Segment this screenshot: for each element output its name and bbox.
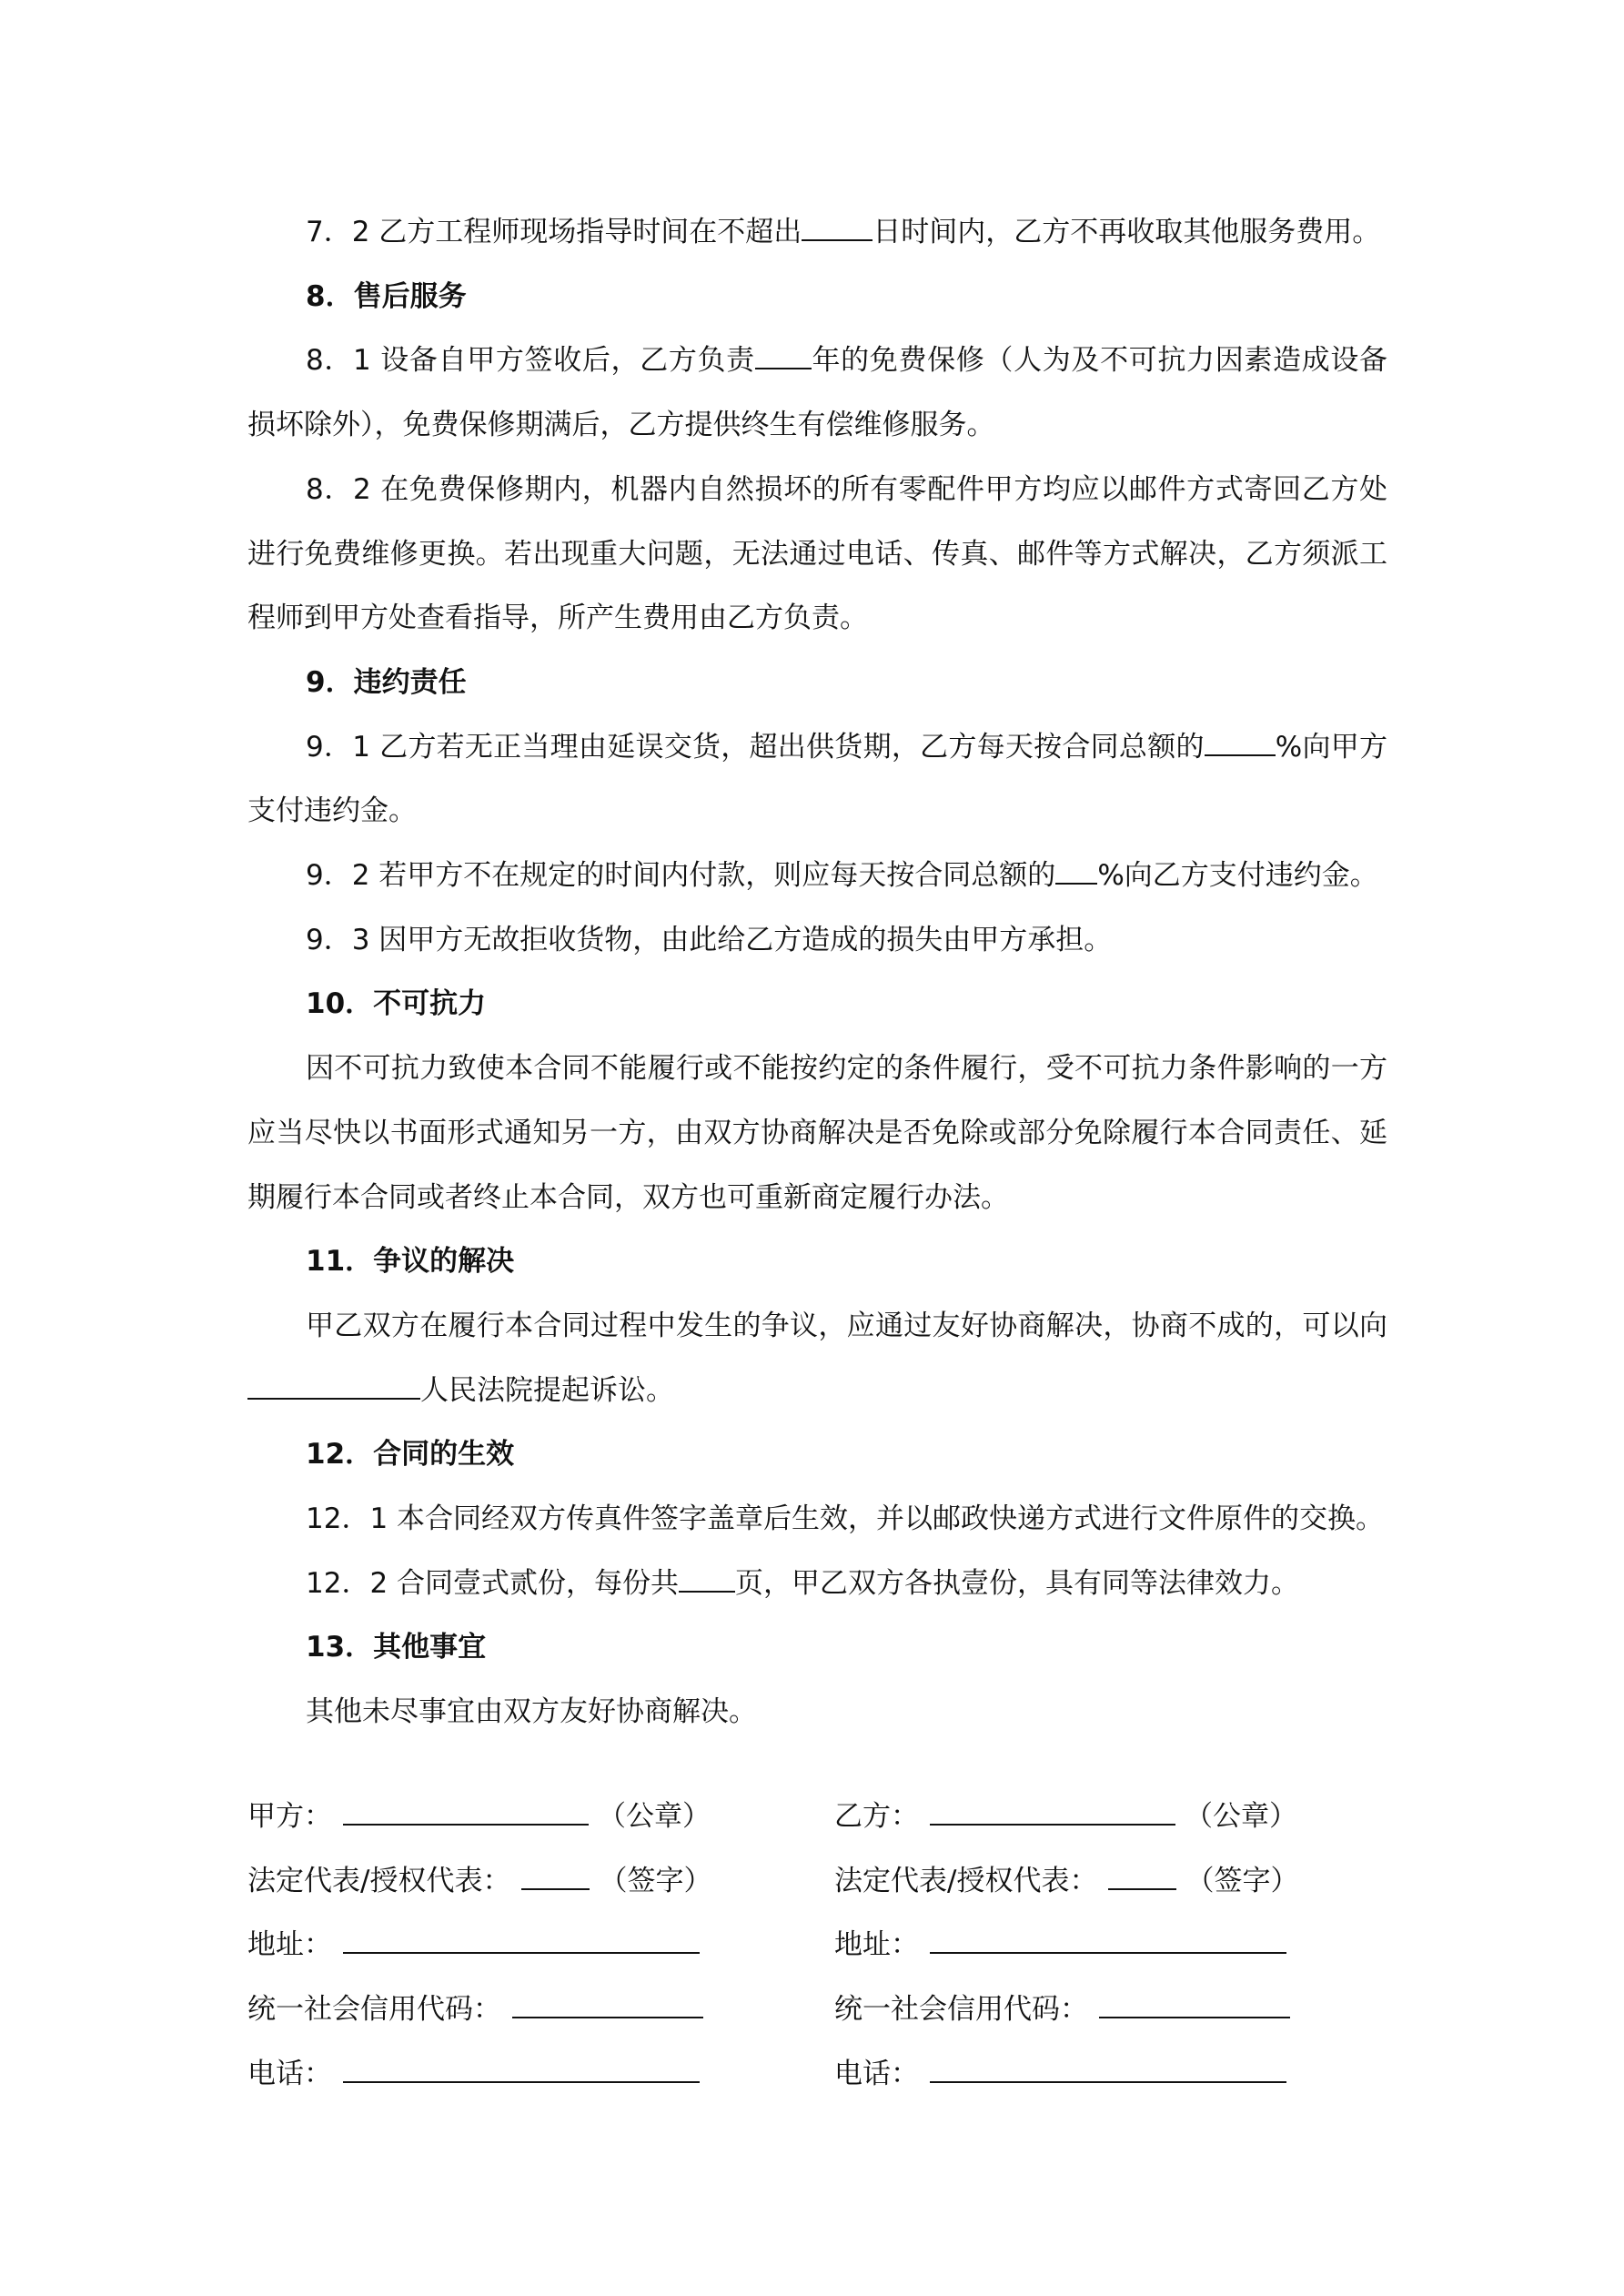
contract-body: [247, 200, 1387, 1745]
clause-text: %向甲方支付违约金。: [247, 730, 1387, 828]
heading-force-majeure: 10．不可抗力: [306, 987, 487, 1021]
label: 统一社会信用代码：: [247, 1993, 501, 2027]
party-a-credit-field[interactable]: [512, 1993, 703, 2018]
clause-13: 其他未尽事宜由双方友好协商解决。: [306, 1695, 757, 1729]
clause-text: 甲乙双方在履行本合同过程中发生的争议，应通过友好协商解决，协商不成的，可以向: [306, 1309, 1387, 1342]
clause-text: 年的免费保修（人为及不可抗力因素造成设备损坏除外），免费保修期满后，乙方提供终生有偿维修服务。: [247, 344, 1387, 442]
party-a-credit-line: [247, 1977, 703, 2042]
clause-text: 7．2 乙方工程师现场指导时间在不超出: [306, 216, 802, 248]
party-a-line: [247, 1785, 711, 1849]
heading-effectiveness: 12．合同的生效: [306, 1438, 515, 1472]
clause-text: 8．1 设备自甲方签收后，乙方负责: [306, 344, 755, 378]
party-b-line: [834, 1785, 1297, 1849]
label: 地址：: [834, 1928, 919, 1962]
clause-12-1: 12．1 本合同经双方传真件签字盖章后生效，并以邮政快递方式进行文件原件的交换。: [306, 1502, 1385, 1536]
clause-8-2: 8．2 在免费保修期内，机器内自然损坏的所有零配件甲方均应以邮件方式寄回乙方处进行免费维修更换。若出现重大问题，无法通过电话、传真、邮件等方式解决，乙方须派工程师到甲方处查看指导，所产生费用由乙方负责。: [247, 472, 1387, 635]
party-a-phone-field[interactable]: [343, 2058, 700, 2083]
label: 地址：: [247, 1928, 332, 1962]
clause-10: 因不可抗力致使本合同不能履行或不能按约定的条件履行，受不可抗力条件影响的一方应当尽快以书面形式通知另一方，由双方协商解决是否免除或部分免除履行本合同责任、延期履行本合同或者终止本合同，双方也可重新商定履行办法。: [247, 1052, 1387, 1214]
clause-text: 页，甲乙双方各执壹份，具有同等法律效力。: [735, 1566, 1300, 1600]
heading-other: 13．其他事宜: [306, 1631, 487, 1664]
blank-percent[interactable]: [1205, 731, 1276, 756]
party-a-address-field[interactable]: [343, 1928, 700, 1954]
blank-days[interactable]: [802, 216, 873, 241]
clause-text: 9．2 若甲方不在规定的时间内付款，则应每天按合同总额的: [306, 859, 1056, 893]
label: （签字）: [599, 1864, 712, 1897]
clause-11: [247, 1294, 1387, 1422]
party-a-field[interactable]: [343, 1800, 589, 1826]
party-b-rep-field[interactable]: [1108, 1865, 1176, 1890]
clause-text: 日时间内，乙方不再收取其他服务费用。: [873, 216, 1381, 248]
label: 电话：: [834, 2057, 919, 2090]
party-a-address-line: [247, 1913, 700, 1977]
signature-block: [247, 1785, 1430, 2106]
heading-after-sales: 8．售后服务: [306, 279, 467, 313]
clause-9-1: [247, 715, 1387, 844]
party-b-address-line: [834, 1913, 1286, 1977]
party-b-phone-line: [834, 2042, 1286, 2107]
clause-7-2: [247, 200, 1387, 265]
heading-breach: 9．违约责任: [306, 665, 467, 699]
party-b-phone-field[interactable]: [930, 2058, 1286, 2083]
party-b-rep-line: [834, 1849, 1298, 1914]
clause-9-2: [247, 844, 1387, 908]
party-a-phone-line: [247, 2042, 700, 2107]
label: 法定代表/授权代表：: [247, 1864, 511, 1897]
label: （公章）: [1185, 1800, 1297, 1833]
blank-years[interactable]: [755, 344, 812, 369]
blank-court[interactable]: [247, 1374, 420, 1400]
party-b-credit-line: [834, 1977, 1290, 2042]
clause-8-1: [247, 329, 1387, 457]
party-a-rep-line: [247, 1849, 711, 1914]
party-a-rep-field[interactable]: [521, 1865, 590, 1890]
clause-text: %向乙方支付违约金。: [1097, 859, 1378, 893]
blank-percent[interactable]: [1055, 859, 1097, 885]
party-b-credit-field[interactable]: [1099, 1993, 1290, 2018]
clause-text: 9．1 乙方若无正当理由延误交货，超出供货期，乙方每天按合同总额的: [306, 730, 1205, 764]
label: （公章）: [598, 1800, 711, 1833]
label: （签字）: [1185, 1864, 1299, 1897]
heading-dispute: 11．争议的解决: [306, 1245, 515, 1279]
label: 电话：: [247, 2057, 332, 2090]
label: 甲方：: [247, 1800, 332, 1833]
clause-text: 12．2 合同壹式贰份，每份共: [306, 1566, 680, 1600]
clause-12-2: [247, 1552, 1387, 1616]
label: 统一社会信用代码：: [834, 1993, 1088, 2027]
label: 法定代表/授权代表：: [834, 1864, 1098, 1897]
party-b-field[interactable]: [930, 1800, 1175, 1826]
clause-9-3: 9．3 因甲方无故拒收货物，由此给乙方造成的损失由甲方承担。: [306, 923, 1113, 956]
clause-text: 人民法院提起诉讼。: [420, 1373, 674, 1407]
label: 乙方：: [834, 1800, 919, 1833]
party-b-address-field[interactable]: [930, 1928, 1286, 1954]
blank-pages[interactable]: [679, 1567, 735, 1593]
